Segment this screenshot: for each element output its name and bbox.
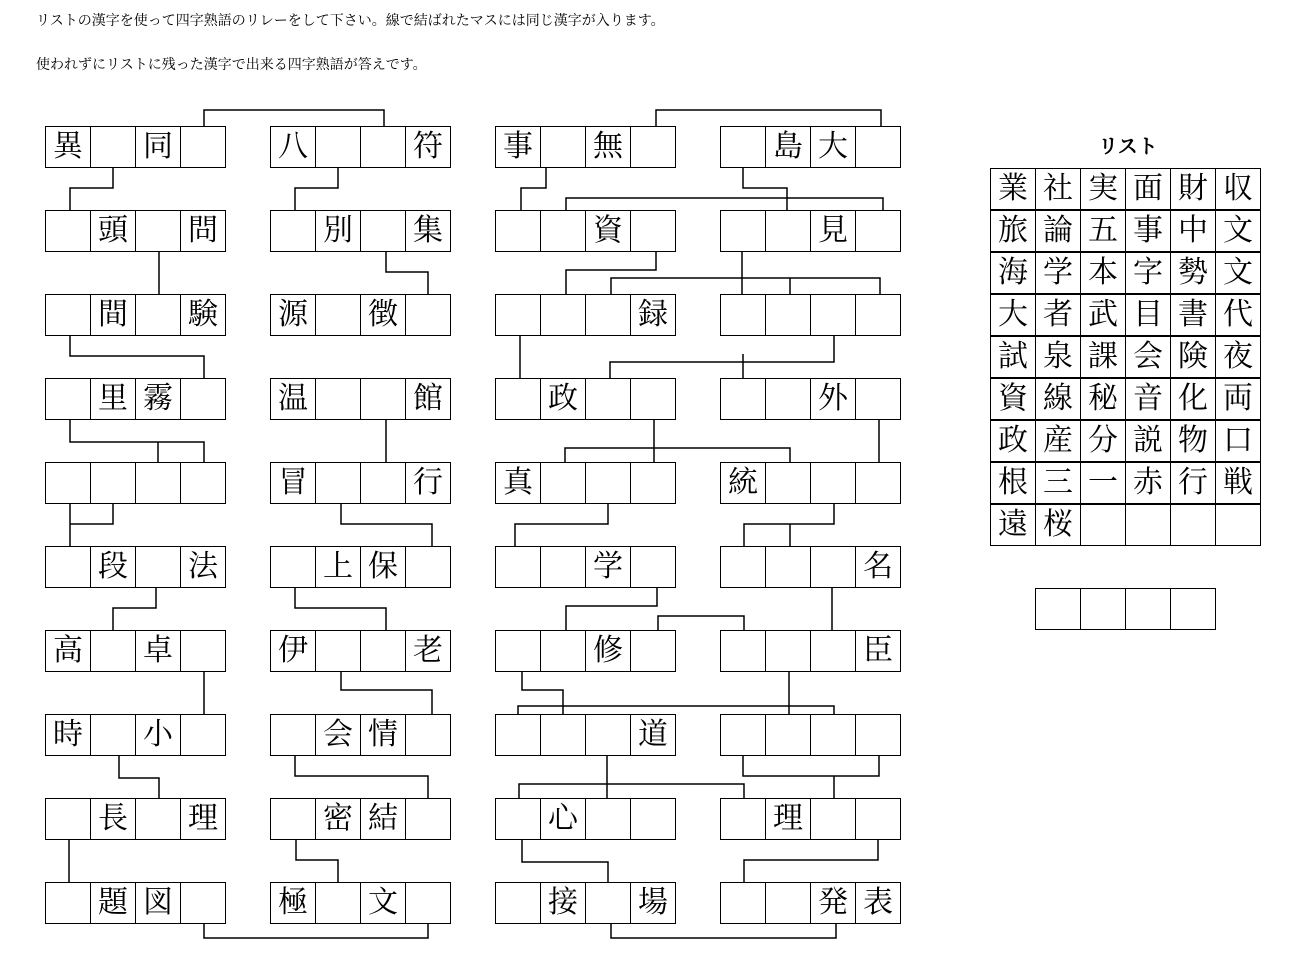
puzzle-cell[interactable]: [720, 294, 766, 336]
puzzle-cell: 異: [45, 126, 91, 168]
puzzle-cell[interactable]: [720, 210, 766, 252]
puzzle-cell[interactable]: [135, 210, 181, 252]
list-cell: 代: [1215, 294, 1261, 336]
list-cell: 分: [1080, 420, 1126, 462]
puzzle-cell[interactable]: [135, 462, 181, 504]
list-cell: [1170, 504, 1216, 546]
puzzle-cell[interactable]: [585, 882, 631, 924]
list-cell: 険: [1170, 336, 1216, 378]
list-cell: 課: [1080, 336, 1126, 378]
puzzle-cell: 事: [495, 126, 541, 168]
list-cell: 業: [990, 168, 1036, 210]
puzzle-cell[interactable]: [810, 798, 856, 840]
list-cell: 遠: [990, 504, 1036, 546]
list-cell: [1080, 504, 1126, 546]
puzzle-cell: 同: [135, 126, 181, 168]
puzzle-cell[interactable]: [765, 378, 811, 420]
puzzle-cell[interactable]: [585, 714, 631, 756]
puzzle-cell[interactable]: [495, 294, 541, 336]
puzzle-cell[interactable]: [90, 714, 136, 756]
puzzle-cell: 集: [405, 210, 451, 252]
puzzle-cell[interactable]: [45, 210, 91, 252]
puzzle-cell[interactable]: [405, 798, 451, 840]
list-cell: 会: [1125, 336, 1171, 378]
puzzle-cell[interactable]: [45, 462, 91, 504]
puzzle-cell: 外: [810, 378, 856, 420]
list-cell: 旅: [990, 210, 1036, 252]
puzzle-cell[interactable]: [270, 546, 316, 588]
puzzle-cell: 小: [135, 714, 181, 756]
list-cell: [1215, 504, 1261, 546]
puzzle-cell[interactable]: [585, 462, 631, 504]
puzzle-cell: 館: [405, 378, 451, 420]
list-cell: 字: [1125, 252, 1171, 294]
list-cell: 海: [990, 252, 1036, 294]
puzzle-cell[interactable]: [180, 630, 226, 672]
answer-cell[interactable]: [1125, 588, 1171, 630]
answer-cell[interactable]: [1035, 588, 1081, 630]
puzzle-cell[interactable]: [810, 714, 856, 756]
puzzle-cell: 図: [135, 882, 181, 924]
puzzle-cell[interactable]: [405, 714, 451, 756]
list-cell: [1125, 504, 1171, 546]
list-cell: 一: [1080, 462, 1126, 504]
puzzle-cell[interactable]: [495, 210, 541, 252]
puzzle-cell[interactable]: [720, 882, 766, 924]
puzzle-cell[interactable]: [765, 210, 811, 252]
puzzle-cell: 験: [180, 294, 226, 336]
puzzle-cell: 見: [810, 210, 856, 252]
puzzle-cell[interactable]: [855, 126, 901, 168]
puzzle-cell[interactable]: [270, 714, 316, 756]
puzzle-cell[interactable]: [810, 294, 856, 336]
puzzle-cell[interactable]: [765, 714, 811, 756]
puzzle-cell[interactable]: [405, 294, 451, 336]
list-cell: 大: [990, 294, 1036, 336]
puzzle-cell[interactable]: [765, 546, 811, 588]
puzzle-cell: 段: [90, 546, 136, 588]
puzzle-cell[interactable]: [180, 462, 226, 504]
puzzle-cell[interactable]: [855, 798, 901, 840]
puzzle-cell: 会: [315, 714, 361, 756]
puzzle-cell[interactable]: [180, 378, 226, 420]
puzzle-cell: 頭: [90, 210, 136, 252]
puzzle-cell: 資: [585, 210, 631, 252]
list-cell: 文: [1215, 252, 1261, 294]
puzzle-cell[interactable]: [765, 462, 811, 504]
puzzle-cell[interactable]: [45, 378, 91, 420]
puzzle-cell[interactable]: [585, 378, 631, 420]
puzzle-cell: 上: [315, 546, 361, 588]
puzzle-cell[interactable]: [540, 546, 586, 588]
puzzle-cell[interactable]: [765, 882, 811, 924]
puzzle-cell[interactable]: [540, 210, 586, 252]
puzzle-cell: 法: [180, 546, 226, 588]
puzzle-cell: 冒: [270, 462, 316, 504]
puzzle-cell[interactable]: [810, 462, 856, 504]
puzzle-cell[interactable]: [810, 630, 856, 672]
puzzle-cell[interactable]: [315, 378, 361, 420]
puzzle-cell[interactable]: [855, 210, 901, 252]
list-cell: 収: [1215, 168, 1261, 210]
puzzle-cell: 島: [765, 126, 811, 168]
list-cell: 化: [1170, 378, 1216, 420]
puzzle-cell: 学: [585, 546, 631, 588]
puzzle-cell: 徴: [360, 294, 406, 336]
puzzle-cell[interactable]: [630, 546, 676, 588]
puzzle-cell: 高: [45, 630, 91, 672]
puzzle-cell: 真: [495, 462, 541, 504]
puzzle-cell[interactable]: [45, 798, 91, 840]
puzzle-cell[interactable]: [180, 882, 226, 924]
answer-cell[interactable]: [1170, 588, 1216, 630]
puzzle-cell[interactable]: [135, 294, 181, 336]
puzzle-cell[interactable]: [765, 630, 811, 672]
puzzle-cell[interactable]: [630, 378, 676, 420]
puzzle-cell: 題: [90, 882, 136, 924]
puzzle-cell: 別: [315, 210, 361, 252]
list-cell: 根: [990, 462, 1036, 504]
puzzle-cell[interactable]: [495, 378, 541, 420]
list-cell: 泉: [1035, 336, 1081, 378]
puzzle-cell[interactable]: [45, 546, 91, 588]
list-cell: 秘: [1080, 378, 1126, 420]
puzzle-cell[interactable]: [855, 294, 901, 336]
list-cell: 線: [1035, 378, 1081, 420]
list-cell: 政: [990, 420, 1036, 462]
puzzle-cell[interactable]: [540, 462, 586, 504]
list-cell: 本: [1080, 252, 1126, 294]
list-cell: 資: [990, 378, 1036, 420]
puzzle-cell[interactable]: [180, 126, 226, 168]
puzzle-cell[interactable]: [360, 630, 406, 672]
puzzle-cell: 伊: [270, 630, 316, 672]
list-cell: 説: [1125, 420, 1171, 462]
answer-cell[interactable]: [1080, 588, 1126, 630]
puzzle-cell: 名: [855, 546, 901, 588]
puzzle-cell: 表: [855, 882, 901, 924]
puzzle-cell[interactable]: [720, 798, 766, 840]
puzzle-cell[interactable]: [855, 714, 901, 756]
puzzle-cell[interactable]: [360, 378, 406, 420]
puzzle-cell[interactable]: [855, 462, 901, 504]
puzzle-cell[interactable]: [495, 546, 541, 588]
puzzle-cell: 理: [765, 798, 811, 840]
puzzle-cell[interactable]: [45, 882, 91, 924]
puzzle-cell: 源: [270, 294, 316, 336]
puzzle-cell: 道: [630, 714, 676, 756]
puzzle-cell: 心: [540, 798, 586, 840]
puzzle-cell: 里: [90, 378, 136, 420]
list-cell: 物: [1170, 420, 1216, 462]
puzzle-cell[interactable]: [270, 210, 316, 252]
list-cell: 戦: [1215, 462, 1261, 504]
list-cell: 事: [1125, 210, 1171, 252]
list-cell: 目: [1125, 294, 1171, 336]
list-cell: 両: [1215, 378, 1261, 420]
puzzle-cell[interactable]: [315, 882, 361, 924]
list-cell: 学: [1035, 252, 1081, 294]
list-cell: 財: [1170, 168, 1216, 210]
puzzle-cell: 理: [180, 798, 226, 840]
puzzle-cell[interactable]: [495, 882, 541, 924]
list-cell: 面: [1125, 168, 1171, 210]
puzzle-cell: 間: [90, 294, 136, 336]
list-cell: 論: [1035, 210, 1081, 252]
puzzle-cell[interactable]: [630, 462, 676, 504]
puzzle-cell[interactable]: [630, 210, 676, 252]
puzzle-cell: 長: [90, 798, 136, 840]
puzzle-cell: 録: [630, 294, 676, 336]
puzzle-cell[interactable]: [315, 462, 361, 504]
list-cell: 三: [1035, 462, 1081, 504]
puzzle-cell[interactable]: [720, 714, 766, 756]
puzzle-cell[interactable]: [720, 546, 766, 588]
puzzle-cell: 接: [540, 882, 586, 924]
puzzle-cell: 老: [405, 630, 451, 672]
puzzle-cell[interactable]: [315, 294, 361, 336]
puzzle-cell[interactable]: [90, 126, 136, 168]
puzzle-cell[interactable]: [855, 378, 901, 420]
puzzle-cell: 霧: [135, 378, 181, 420]
puzzle-cell: 密: [315, 798, 361, 840]
list-cell: 桜: [1035, 504, 1081, 546]
list-cell: 者: [1035, 294, 1081, 336]
puzzle-cell: 保: [360, 546, 406, 588]
puzzle-cell: 情: [360, 714, 406, 756]
puzzle-cell[interactable]: [270, 798, 316, 840]
puzzle-cell: 問: [180, 210, 226, 252]
list-cell: 勢: [1170, 252, 1216, 294]
list-cell: 行: [1170, 462, 1216, 504]
list-cell: 五: [1080, 210, 1126, 252]
puzzle-cell: 無: [585, 126, 631, 168]
puzzle-cell[interactable]: [585, 294, 631, 336]
puzzle-cell[interactable]: [540, 630, 586, 672]
puzzle-cell: 結: [360, 798, 406, 840]
puzzle-cell: 政: [540, 378, 586, 420]
instruction-line-2: 使われずにリストに残った漢字で出来る四字熟語が答えです。: [36, 57, 427, 73]
puzzle-cell[interactable]: [720, 126, 766, 168]
puzzle-cell[interactable]: [90, 462, 136, 504]
instruction-line-1: リストの漢字を使って四字熟語のリレーをして下さい。線で結ばれたマスには同じ漢字が入ります。: [36, 13, 665, 29]
puzzle-cell[interactable]: [765, 294, 811, 336]
puzzle-cell[interactable]: [135, 546, 181, 588]
puzzle-cell[interactable]: [630, 630, 676, 672]
list-cell: 試: [990, 336, 1036, 378]
puzzle-cell: 八: [270, 126, 316, 168]
puzzle-cell[interactable]: [540, 294, 586, 336]
puzzle-cell[interactable]: [360, 462, 406, 504]
puzzle-cell: 温: [270, 378, 316, 420]
puzzle-cell: 大: [810, 126, 856, 168]
puzzle-cell: 符: [405, 126, 451, 168]
puzzle-cell[interactable]: [360, 210, 406, 252]
list-cell: 産: [1035, 420, 1081, 462]
puzzle-cell[interactable]: [495, 630, 541, 672]
puzzle-cell[interactable]: [720, 378, 766, 420]
puzzle-cell[interactable]: [315, 630, 361, 672]
puzzle-cell[interactable]: [540, 714, 586, 756]
puzzle-cell: 臣: [855, 630, 901, 672]
puzzle-cell[interactable]: [810, 546, 856, 588]
puzzle-cell[interactable]: [630, 798, 676, 840]
list-title: リスト: [1098, 134, 1158, 158]
puzzle-cell: 発: [810, 882, 856, 924]
list-cell: 音: [1125, 378, 1171, 420]
puzzle-cell[interactable]: [405, 882, 451, 924]
puzzle-cell[interactable]: [585, 798, 631, 840]
puzzle-cell: 文: [360, 882, 406, 924]
list-cell: 夜: [1215, 336, 1261, 378]
list-cell: 実: [1080, 168, 1126, 210]
list-cell: 武: [1080, 294, 1126, 336]
puzzle-cell: 極: [270, 882, 316, 924]
puzzle-cell[interactable]: [405, 546, 451, 588]
list-cell: 口: [1215, 420, 1261, 462]
puzzle-cell: 場: [630, 882, 676, 924]
list-cell: 赤: [1125, 462, 1171, 504]
puzzle-cell[interactable]: [135, 798, 181, 840]
puzzle-cell[interactable]: [630, 126, 676, 168]
puzzle-cell[interactable]: [90, 630, 136, 672]
puzzle-cell[interactable]: [495, 798, 541, 840]
puzzle-cell[interactable]: [360, 126, 406, 168]
list-cell: 中: [1170, 210, 1216, 252]
list-cell: 書: [1170, 294, 1216, 336]
puzzle-cell[interactable]: [45, 294, 91, 336]
puzzle-cell[interactable]: [540, 126, 586, 168]
puzzle-cell[interactable]: [180, 714, 226, 756]
puzzle-cell: 卓: [135, 630, 181, 672]
puzzle-cell: 統: [720, 462, 766, 504]
puzzle-cell[interactable]: [495, 714, 541, 756]
puzzle-cell[interactable]: [315, 126, 361, 168]
puzzle-cell: 行: [405, 462, 451, 504]
puzzle-cell: 修: [585, 630, 631, 672]
list-cell: 社: [1035, 168, 1081, 210]
list-cell: 文: [1215, 210, 1261, 252]
puzzle-cell: 時: [45, 714, 91, 756]
puzzle-cell[interactable]: [720, 630, 766, 672]
